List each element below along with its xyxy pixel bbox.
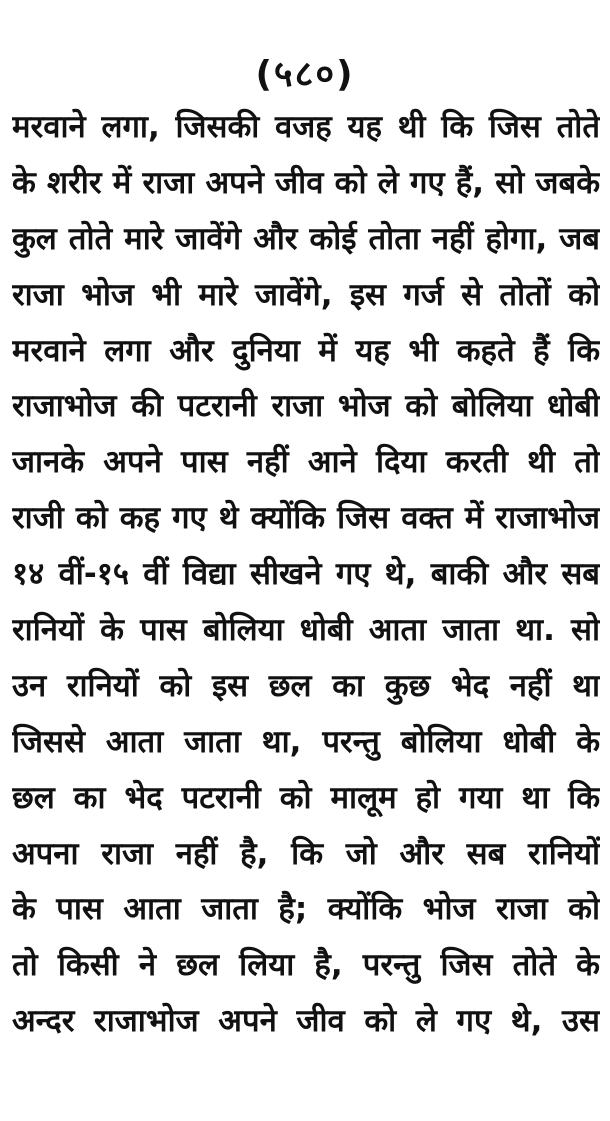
text-line: उन रानियों को इस छल का कुछ भेद नहीं था	[12, 667, 600, 704]
text-line: १४ वीं-१५ वीं विद्या सीखने गए थे, बाकी और सब	[12, 556, 600, 593]
text-line: जानके अपने पास नहीं आने दिया करती थी तो	[12, 444, 600, 481]
page-text	[12, 100, 600, 1050]
text-line: कुल तोते मारे जावेंगे और कोई तोता नहीं होगा, जब	[12, 220, 600, 257]
text-line: जिससे आता जाता था, परन्तु बोलिया धोबी के	[12, 723, 600, 760]
text-line: छल का भेद पटरानी को मालूम हो गया था कि	[12, 779, 600, 816]
text-line: तो किसी ने छल लिया है, परन्तु जिस तोते के	[12, 947, 600, 984]
text-line: राजी को कह गए थे क्योंकि जिस वक्त में राजाभोज	[12, 500, 600, 537]
text-line: के पास आता जाता है; क्योंकि भोज राजा को	[12, 891, 600, 928]
text-line: राजा भोज भी मारे जावेंगे, इस गर्ज से तोतों को	[12, 276, 600, 313]
text-line: मरवाने लगा, जिसकी वजह यह थी कि जिस तोते	[12, 109, 600, 145]
text-line: के शरीर में राजा अपने जीव को ले गए हैं, सो जबके	[12, 164, 600, 201]
text-line: अपना राजा नहीं है, कि जो और सब रानियों	[12, 835, 600, 872]
text-line: रानियों के पास बोलिया धोबी आता जाता था. सो	[12, 612, 600, 649]
page-number: (५८०)	[255, 54, 355, 95]
text-line: अन्दर राजाभोज अपने जीव को ले गए थे, उस	[12, 1003, 600, 1040]
text-line: मरवाने लगा और दुनिया में यह भी कहते हैं कि	[12, 332, 600, 369]
text-line: राजाभोज की पटरानी राजा भोज को बोलिया धोबी	[12, 388, 600, 425]
